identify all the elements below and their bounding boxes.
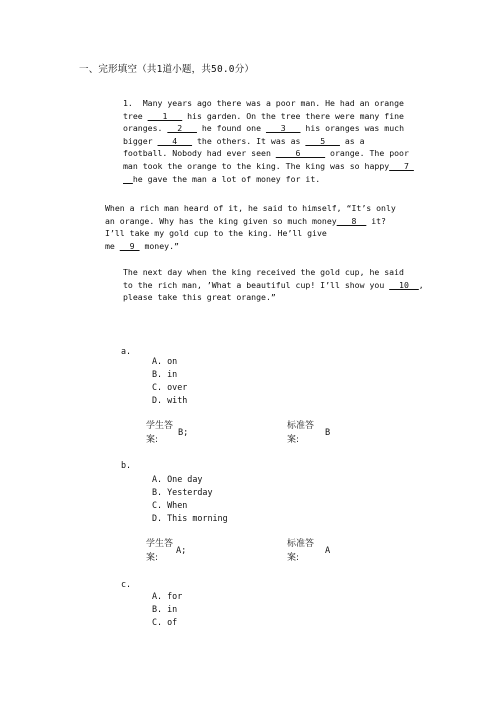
passage-paragraph-2 xyxy=(105,202,415,252)
passage-text: , please take this great orange.” xyxy=(123,279,424,303)
answer-blank: __10__ xyxy=(389,279,419,290)
question-c-label: c. xyxy=(121,579,132,589)
answer-blank: ___5___ xyxy=(305,135,340,146)
question-b-label: b. xyxy=(121,460,132,470)
section-title: 一、完形填空（共1道小题，共50.0分） xyxy=(79,64,255,75)
answer-blank: ___7_ __ xyxy=(123,160,414,184)
passage-text: When a rich man heard of it, he said to himself, “It’s only an orange. Why has the king given so much money xyxy=(105,203,396,226)
standard-answer-value: A xyxy=(325,546,331,556)
standard-answer-value: B xyxy=(325,428,331,438)
passage-text: money.” xyxy=(139,240,179,251)
answer-blank: ___1___ xyxy=(147,110,183,121)
passage-paragraph-3 xyxy=(105,266,433,304)
student-answer-value: A; xyxy=(176,546,187,556)
passage-paragraph-1 xyxy=(105,97,433,185)
answer-blank: ___8__ xyxy=(336,215,367,226)
passage-text: it? I’ll take my gold cup to the king. He’ll give me xyxy=(105,215,386,251)
question-a-option-b[interactable]: B. in xyxy=(152,369,178,379)
question-c-option-b[interactable]: B. in xyxy=(152,604,178,614)
passage-text: the others. It was as xyxy=(192,135,306,146)
passage-text: he found one xyxy=(196,123,266,134)
question-a-label: a. xyxy=(121,346,132,356)
student-answer-label: 学生答 案: xyxy=(146,421,174,445)
question-b-option-a[interactable]: A. One day xyxy=(152,474,203,484)
question-a-option-c[interactable]: C. over xyxy=(152,382,188,392)
passage-text: his garden. On the tree there were many fine oranges. xyxy=(123,110,404,134)
question-b-option-b[interactable]: B. Yesterday xyxy=(152,487,213,497)
standard-answer-label: 标准答 案: xyxy=(287,421,315,445)
question-a-option-a[interactable]: A. on xyxy=(152,356,178,366)
question-c-option-c[interactable]: C. of xyxy=(152,617,178,627)
passage-text: he gave the man a lot of money for it. xyxy=(132,173,321,184)
passage-text: as a football. Nobody had ever seen xyxy=(123,135,365,159)
passage-text: orange. The poor man took the orange to the king. The king was so happy xyxy=(123,148,409,171)
passage-text: his oranges was much bigger xyxy=(123,123,404,146)
answer-blank: ___3___ xyxy=(265,123,301,134)
student-answer-label: 学生答 案: xyxy=(146,539,174,563)
answer-blank: ___4___ xyxy=(157,135,193,146)
passage-text: 1. Many years ago there was a poor man. He had an orange tree xyxy=(123,98,404,121)
question-b-option-c[interactable]: C. When xyxy=(152,500,188,510)
student-answer-value: B; xyxy=(178,428,189,438)
question-c-option-a[interactable]: A. for xyxy=(152,591,183,601)
answer-blank: __9_ xyxy=(119,240,140,251)
passage-text: The next day when the king received the gold cup, he said to the rich man, ’What a beautiful cup! I’ll show you xyxy=(123,267,404,290)
standard-answer-label: 标准答 案: xyxy=(287,539,315,563)
answer-blank: __2___ xyxy=(167,123,197,134)
question-b-option-d[interactable]: D. This morning xyxy=(152,513,228,523)
question-a-option-d[interactable]: D. with xyxy=(152,395,188,405)
answer-blank: ____6_____ xyxy=(275,148,326,159)
